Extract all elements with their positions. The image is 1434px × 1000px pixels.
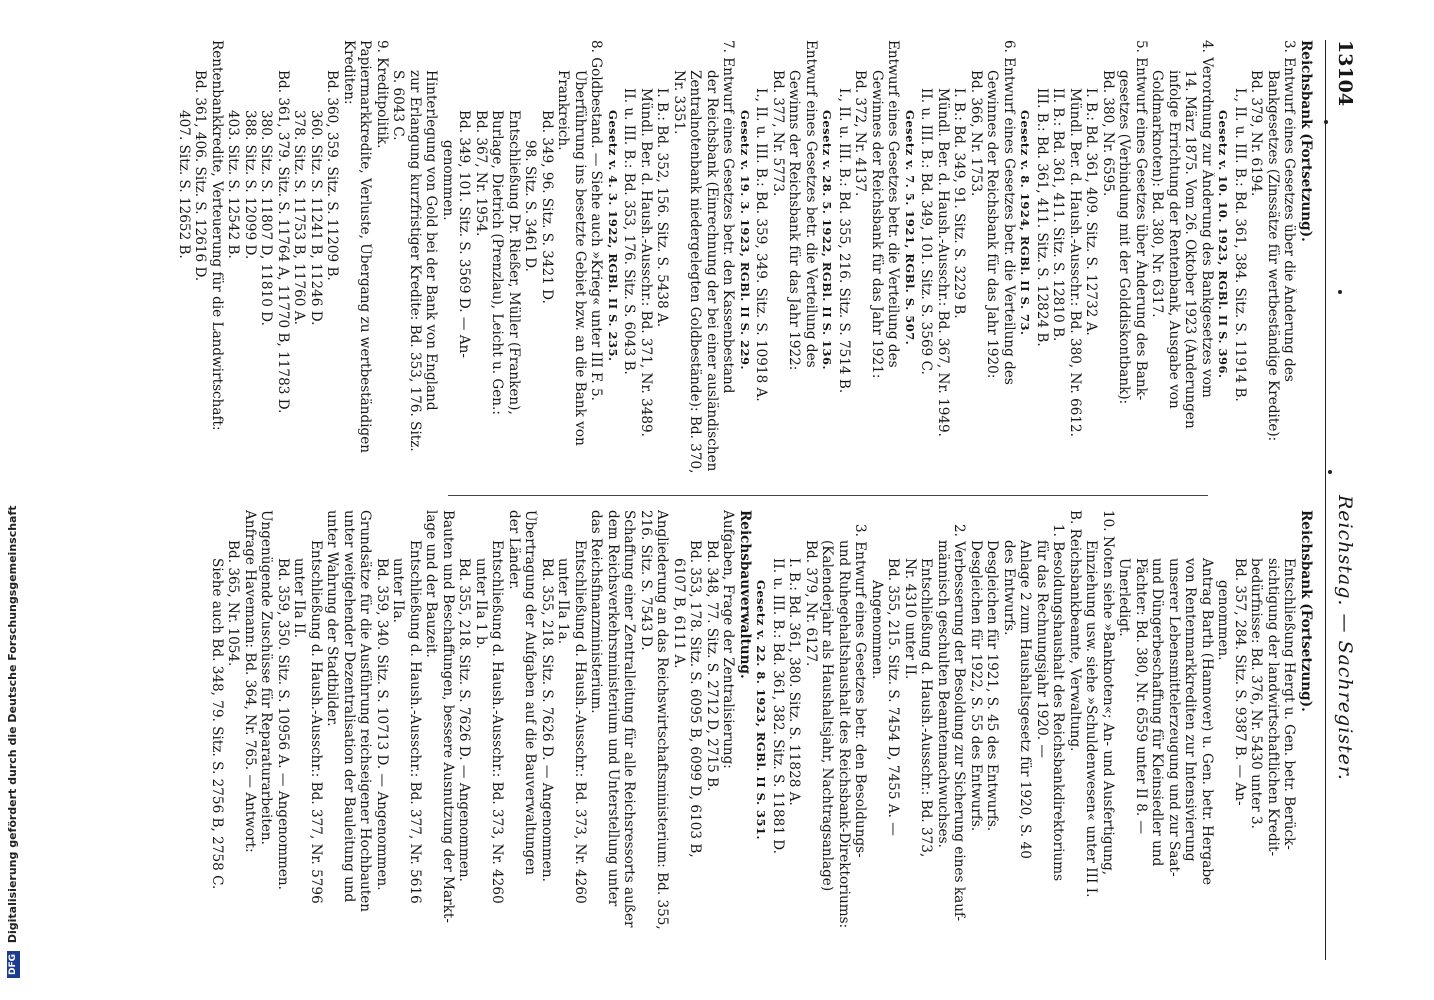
right-column-line: I. B.: Bd. 361, 380. Sitz. S. 11828 A. <box>786 558 803 806</box>
right-column-line: Bd. 348, 77. Sitz. S. 2712 D, 2715 B. <box>704 540 720 792</box>
right-column-line: Grundsätze für die Ausführung reichseigener Hochbauten <box>357 510 374 913</box>
left-column-line: II. u. III. B.: Bd. 349, 101. Sitz. S. 3569 C. <box>918 88 935 375</box>
left-column-line: Nr. 3351. <box>671 70 687 135</box>
right-column-line: Bd. 355, 215. Sitz. S. 7454 D, 7455 A. — <box>885 558 902 836</box>
left-column-line: gesetzes (Verbindung mit der Golddiskontbank): <box>1116 70 1133 405</box>
left-column-line: 98. Sitz. S. 3461 D. <box>522 140 539 272</box>
right-column-line: der Länder. <box>506 510 522 590</box>
left-column-line: 7. Entwurf eines Gesetzes betr. den Kassenbestand <box>720 40 737 394</box>
right-column-line: Pächter: Bd. 380, Nr. 6559 unter II 8. — <box>1133 558 1149 835</box>
right-column-line: Bd. 355, 218. Sitz. S. 7626 D. — Angenommen. <box>539 558 555 882</box>
left-column-line: III. B.: Bd. 361, 411. Sitz. S. 12824 B. <box>1034 88 1050 347</box>
left-column-line: S. 6043 C. <box>390 70 407 141</box>
right-column-line: Entschließung Hergt u. Gen. betr. Berück- <box>1281 558 1298 850</box>
left-column-line: Bd. 377, Nr. 5773. <box>770 70 786 197</box>
column-divider <box>448 495 1208 496</box>
left-column-line: Gesetz v. 7. 5. 1921, RGBl. S. 507. <box>903 110 917 346</box>
left-column-line: infolge Errichtung der Rentenbank, Ausgabe von <box>1166 70 1182 409</box>
left-column-line: 4. Verordnung zur Änderung des Bankgesetzes vom <box>1199 40 1215 398</box>
right-column <box>209 510 1315 955</box>
right-column-line: Bd. 365, Nr. 1054. <box>225 540 242 667</box>
sidebar-credit-text: Digitalisierung gefördert durch die Deutsche Forschungsgemeinschaft <box>6 505 19 944</box>
right-column-line: 2. Verbesserung der Besoldung zur Sicherung eines kauf- <box>951 524 968 922</box>
left-column-line: Bd. 349, 96. Sitz. S. 3421 D. <box>539 110 555 304</box>
left-column-line: Bankgesetzes (Zinssätze für wertbeständige Kredite): <box>1265 70 1281 442</box>
left-column-line: I. B.: Bd. 361, 409. Sitz. S. 12732 A. <box>1083 88 1100 336</box>
left-column-line: Gesetz v. 28. 5. 1922, RGBl. II S. 136. <box>820 110 835 370</box>
right-column-line: unter weitgehender Dezentralisation der Bauleitung und <box>341 510 357 903</box>
left-column-line: 9. Kreditpolitik. <box>374 40 390 149</box>
left-column-line: 380. Sitz. S. 11807 D, 11810 D. <box>258 110 275 326</box>
left-column-line: Bd. 366, Nr. 1753. <box>968 70 984 197</box>
left-column-line: 14. März 1875. Vom 26. Oktober 1923 (Änderungen <box>1182 70 1199 429</box>
left-column-line: Hinterlegung von Gold bei der Bank von England <box>423 70 440 411</box>
left-column-line: I., II. u. III. B.: Bd. 359, 349. Sitz. S. 10918 A. <box>753 88 770 402</box>
right-column-line: Anlage 2 zum Haushaltsgesetz für 1920, S. 40 <box>1017 540 1034 859</box>
left-column-line: I., II. u. III. B.: Bd. 361, 384. Sitz. S. 11914 B. <box>1232 88 1248 402</box>
right-column-line: und Ruhegehaltshaushalt des Reichsbank-Direktoriums: <box>836 540 852 929</box>
right-column-line: Anfrage Havemann: Bd. 364, Nr. 765. — Antwort: <box>242 510 258 853</box>
left-column-line: I. B.: Bd. 352, 156. Sitz. S. 5438 A. <box>654 88 671 328</box>
left-column-line: Gewinnes der Reichsbank für das Jahr 1921: <box>869 70 885 379</box>
right-column-line: Angliederung an das Reichswirtschaftsministerium: Bd. 355, <box>654 510 671 930</box>
left-column-line: II. u. III. B.: Bd. 353, 176. Sitz. S. 6043 B. <box>621 88 638 375</box>
right-column-line: unter IIa 1 b. <box>473 558 489 649</box>
left-column-line: Bd. 372, Nr. 4137. <box>852 70 869 197</box>
right-column-line: Bd. 359, 340. Sitz. S. 10713 D. — Angenommen. <box>374 558 390 891</box>
right-column-line: Entschließung d. Haush.-Ausschr.: Bd. 377, Nr. 5796 <box>308 540 324 904</box>
left-column-line: 5. Entwurf eines Gesetzes über Änderung des Bank- <box>1133 40 1149 401</box>
left-column-line: II. B.: Bd. 361, 411. Sitz. S. 12810 B. <box>1050 88 1067 342</box>
sidebar-credit <box>2 0 24 978</box>
right-column-line: 216. Sitz. S. 7543 D. <box>638 510 654 651</box>
left-column-line: 378. Sitz. S. 11753 B, 11760 A. <box>291 110 308 325</box>
right-column-line: Entschließung d. Haush.-Ausschr.: Bd. 377, Nr. 5616 <box>407 540 423 904</box>
right-column-line: unter IIa II. <box>291 558 308 639</box>
left-column-line: 8. Goldbestand. — Siehe auch »Krieg« unter III F. 5. <box>588 40 605 401</box>
left-column-line: Krediten: <box>341 40 357 105</box>
running-title: Reichstag. — Sachregister. <box>1334 495 1356 781</box>
right-column-line: Bd. 359, 350. Sitz. S. 10956 A. — Angenommen. <box>275 558 291 891</box>
right-column-line: genommen. <box>1215 580 1232 661</box>
right-column-line: Bd. 379, Nr. 6127. <box>803 540 819 667</box>
right-column-line: bedürfnisse: Bd. 376, Nr. 5430 unter 3. <box>1248 558 1265 829</box>
left-column-line: Bd. 379, Nr. 6194. <box>1248 70 1265 197</box>
left-column-line: Entwurf eines Gesetzes betr. die Verteilung des <box>885 40 902 368</box>
left-column-line: Rentenbankkredite, Verteuerung für die Landwirtschaft: <box>209 40 225 431</box>
left-column-line: Burlage, Dietrich (Prenzlau), Leicht u. Gen.: <box>489 110 506 415</box>
left-column-line: zur Erlangung kurzfristiger Kredite: Bd. 353, 176. Sitz. <box>407 70 423 452</box>
left-column-line: I. B.: Bd. 349, 91. Sitz. S. 3229 B. <box>951 88 968 319</box>
left-column-line: der Reichsbank (Einrechnung der bei einer ausländischen <box>704 70 720 472</box>
left-column-line: Gewinnes der Reichsbank für das Jahr 1920: <box>984 70 1001 379</box>
digitization-sidebar <box>0 0 22 1000</box>
right-column-line: Nr. 4310 unter II. <box>902 558 918 680</box>
left-column-line: Überführung ins besetzte Gebiet bzw. an die Bank von <box>572 70 588 446</box>
left-column-line: Mündl. Ber. d. Haush.-Ausschr.: Bd. 367, Nr. 1949. <box>935 88 951 438</box>
right-column-line: Entschließung d. Haush.-Ausschr.: Bd. 373, Nr. 4260 <box>572 540 588 904</box>
left-column-line: genommen. <box>440 140 456 221</box>
right-column-line: Unerledigt. <box>1116 558 1133 637</box>
left-column-line: Goldmarknoten): Bd. 380, Nr. 6317. <box>1149 70 1166 318</box>
right-column-line: Einziehung usw. siehe »Schuldenwesen« unter III I. <box>1083 540 1100 898</box>
left-column-line: Bd. 360, 359. Sitz. S. 11209 B. <box>324 70 341 281</box>
right-column-line: für das Rechnungsjahr 1920. — <box>1034 540 1050 759</box>
left-column-line: Papiermarkkredite, Verluste, Übergang zu wertbeständigen <box>357 40 374 454</box>
right-column-line: Angenommen. <box>869 580 885 680</box>
right-column-line: des Entwurfs. <box>1001 540 1017 636</box>
left-column-line: Entschließung Dr. Rießer, Müller (Franken), <box>506 110 522 415</box>
right-column-line: 3. Entwurf eines Gesetzes betr. den Besoldungs- <box>852 524 869 858</box>
right-column-line: Bd. 357, 284. Sitz. S. 9387 B. — An- <box>1232 558 1248 806</box>
right-column-line: männisch geschulten Beamtennachwuchses. <box>935 540 951 848</box>
left-column-line: Bd. 361, 379. Sitz. S. 11764 A, 11770 B, 11783 D. <box>275 70 291 414</box>
right-column-line: (Kalenderjahr als Haushaltsjahr, Nachtragsanlage) <box>819 540 836 892</box>
scanned-page <box>68 0 1368 1000</box>
left-column-line: Mündl. Ber. d. Haush.-Ausschr.: Bd. 371, Nr. 3489. <box>638 88 654 438</box>
right-column-line: Bd. 353, 178. Sitz. S. 6095 B, 6099 D, 6103 B, <box>687 540 704 858</box>
right-column-line: Desgleichen für 1922, S. 55 des Entwurfs. <box>968 540 984 832</box>
left-column-line: 403. Sitz. S. 12542 B. <box>225 110 242 259</box>
right-column-line: und Düngerbeschaffung für Kleinsiedler und <box>1149 558 1166 867</box>
left-column-line: Bd. 367, Nr. 1954. <box>473 110 489 237</box>
right-column-line: Entschließung d. Haush.-Ausschr.: Bd. 373, Nr. 4260 <box>489 540 506 904</box>
left-column-line: Bd. 349, 101. Sitz. S. 3569 D. — An- <box>456 110 473 358</box>
right-column-line: Gesetz v. 22. 8. 1923, RGBl. II S. 351. <box>754 580 769 840</box>
right-column-line: II. u. III. B.: Bd. 361, 382. Sitz. S. 11881 D. <box>770 558 786 854</box>
right-column-line: Bauten und Beschaffungen, bessere Ausnutzung der Markt- <box>440 510 456 923</box>
left-column-line: 388. Sitz. S. 12099 D. <box>242 110 258 260</box>
right-column-line: Desgleichen für 1921, S. 45 des Entwurfs. <box>984 540 1001 832</box>
right-column-line: 10. Noten siehe »Banknoten«; An- und Ausfertigung, <box>1100 510 1116 876</box>
right-column-line: unserer Lebensmittelerzeugung und zur Saat- <box>1166 558 1182 877</box>
right-column-line: lage und der Bauzeit. <box>423 510 440 658</box>
left-column-line: Entwurf eines Gesetzes betr. die Verteilung des <box>803 40 819 368</box>
right-column-line: sichtigung der landwirtschaftlichen Kredit- <box>1265 558 1281 857</box>
left-column-line: 407. Sitz. S. 12652 B. <box>176 110 192 259</box>
right-column-line: das Reichsfinanzministerium. <box>588 510 605 714</box>
right-column-line: Übertragung der Aufgaben auf die Bauverwaltungen <box>522 510 539 876</box>
left-column-line: Bd. 380, Nr. 6595. <box>1100 70 1116 197</box>
left-column-line: Mündl. Ber. d. Haush.-Ausschr.: Bd. 380, Nr. 6612. <box>1067 88 1083 438</box>
left-column-line: Gesetz v. 19. 3. 1923, RGBl. II S. 229. <box>738 110 752 370</box>
right-column-line: Siehe auch Bd. 348, 79. Sitz. S. 2756 B, 2758 C. <box>209 558 225 890</box>
right-column-line: Antrag Barth (Hannover) u. Gen. betr. Hergabe <box>1199 558 1215 886</box>
right-column-line: Entschließung d. Haush.-Ausschr.: Bd. 373, <box>918 558 935 858</box>
right-column-line: von Rentenmarkkrediten zur Intensivierung <box>1182 558 1199 862</box>
page-number: 13104 <box>1334 40 1356 107</box>
left-column-line: Gesetz v. 10. 10. 1923, RGBl. II S. 396. <box>1216 110 1231 379</box>
left-column <box>176 40 1315 485</box>
left-column-line: Gesetz v. 4. 3. 1922, RGBl. II S. 235. <box>606 110 620 362</box>
right-column-line: Bd. 355, 218. Sitz. S. 7626 D. — Angenommen. <box>456 558 473 882</box>
right-column-line: B. Reichsbankbeamte, Verwaltung. <box>1067 510 1083 752</box>
right-column-line: 6107 B, 6111 A. <box>671 558 687 669</box>
left-column-line: Frankreich. <box>555 70 572 151</box>
right-column-line: 1. Besoldungshaushalt des Reichsbankdirektoriums <box>1050 524 1067 882</box>
dfg-logo-icon: DFG <box>7 951 20 978</box>
right-column-line: dem Reichsverkehrsministerium und Unterstellung unter <box>605 510 621 907</box>
left-column-line: 6. Entwurf eines Gesetzes betr. die Verteilung des <box>1001 40 1017 385</box>
right-column-line: Ungenügende Zuschüsse für Reparaturarbeiten. <box>258 510 275 845</box>
right-column-line: Schaffung einer Zentralleitung für alle Reichsressorts außer <box>621 510 638 928</box>
left-column-line: Gewinns der Reichsbank für das Jahr 1922: <box>786 70 803 371</box>
left-column-line: I., II. u. III. B.: Bd. 355, 216. Sitz. S. 7514 B. <box>836 88 852 394</box>
right-column-line: unter Wahrung der Stadtbilder. <box>324 510 341 727</box>
left-column-line: 360. Sitz. S. 11241 B, 11246 D. <box>308 110 324 326</box>
right-column-line: unter IIa. <box>390 558 407 624</box>
left-column-line: Gesetz v. 8. 1924, RGBl. II S. 73. <box>1018 110 1033 336</box>
page-header <box>1325 40 1360 960</box>
left-column-line: Zentralnotenbank niedergelegten Goldbestände): Bd. 370, <box>687 70 704 474</box>
right-column-line: Reichsbank (Fortsetzung). <box>1298 510 1314 712</box>
right-column-line: Aufgaben, Frage der Zentralisierung: <box>720 510 737 769</box>
right-column-line: Reichsbauverwaltung. <box>737 510 753 679</box>
left-column-line: 3. Entwurf eines Gesetzes über die Änderung des <box>1281 40 1298 382</box>
left-column-line: Reichsbank (Fortsetzung). <box>1298 40 1314 242</box>
right-column-line: unter IIa 1a. <box>555 558 572 645</box>
left-column-line: Bd. 361, 406. Sitz. S. 12616 D. <box>192 70 209 282</box>
